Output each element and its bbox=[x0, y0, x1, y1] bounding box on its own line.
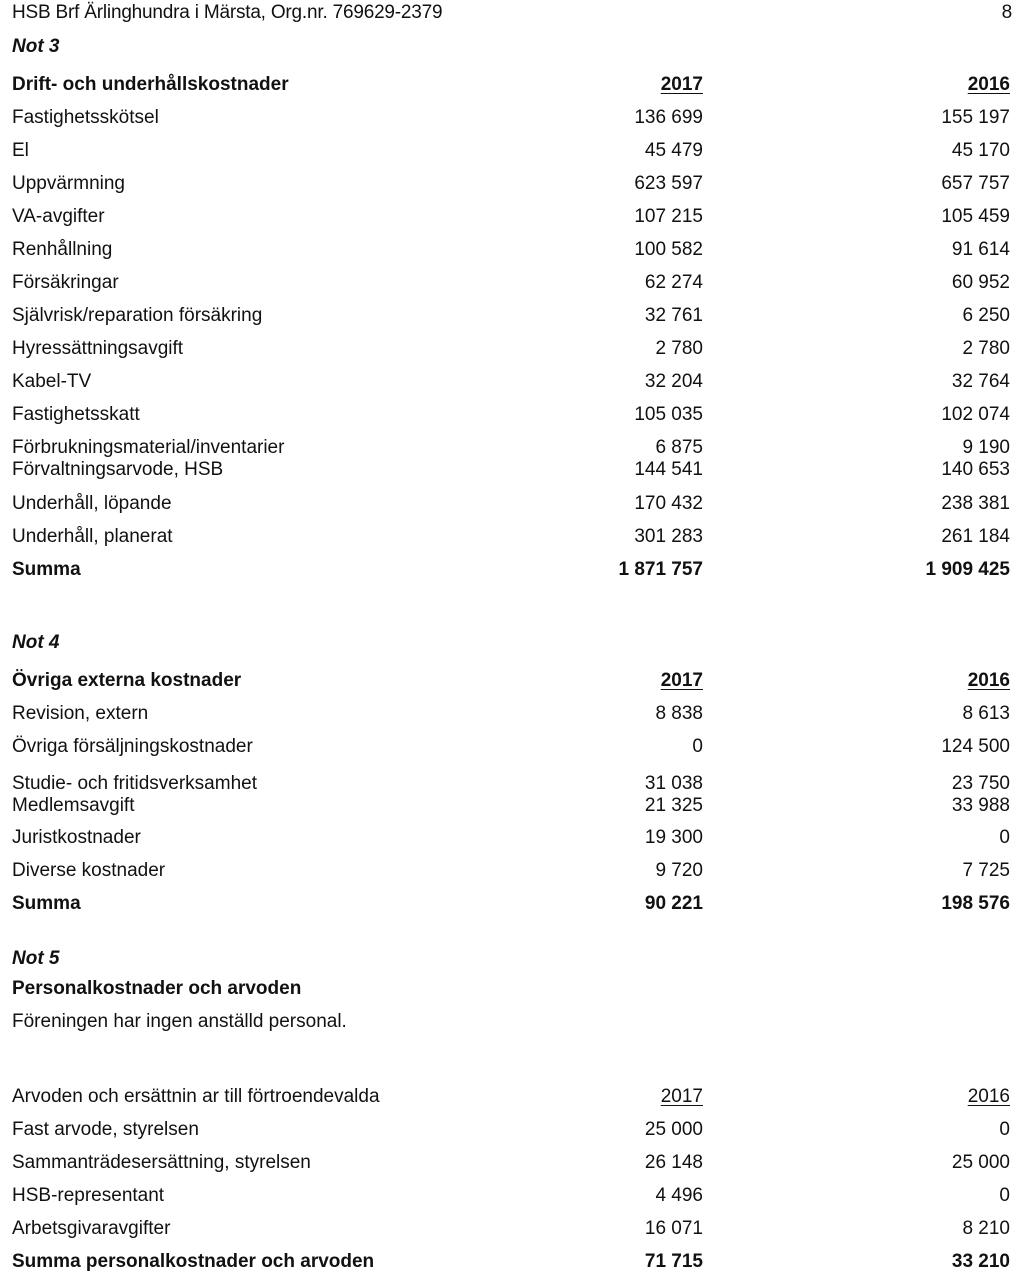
row-label: Renhållning bbox=[12, 239, 113, 260]
table-row bbox=[12, 101, 1010, 134]
note-4-title: Övriga externa kostnader bbox=[12, 670, 242, 691]
table-row bbox=[12, 854, 1010, 887]
value-2016: 261 184 bbox=[941, 526, 1010, 547]
row-label: Revision, extern bbox=[12, 703, 149, 724]
note-3-rows bbox=[12, 101, 1010, 553]
year-2017-header: 2017 bbox=[660, 74, 703, 95]
row-label: El bbox=[12, 140, 29, 161]
sum-2017: 1 871 757 bbox=[618, 559, 703, 580]
org-name: HSB Brf Ärlinghundra i Märsta, Org.nr. 769629-2379 bbox=[12, 2, 443, 23]
table-row bbox=[12, 332, 1010, 365]
note-3-section bbox=[12, 36, 1010, 586]
row-label: Studie- och fritidsverksamhet bbox=[12, 773, 257, 794]
value-2016: 102 074 bbox=[941, 404, 1010, 425]
page-header bbox=[12, 2, 1012, 24]
value-2016: 238 381 bbox=[941, 493, 1010, 514]
value-2017: 100 582 bbox=[634, 239, 703, 260]
table-row bbox=[12, 134, 1010, 167]
value-2016: 32 764 bbox=[951, 371, 1010, 392]
sum-2017: 71 715 bbox=[644, 1251, 703, 1272]
row-label: Fast arvode, styrelsen bbox=[12, 1119, 199, 1140]
value-2017: 9 720 bbox=[655, 860, 703, 881]
table-row bbox=[12, 200, 1010, 233]
table-row bbox=[12, 697, 1010, 730]
value-2016: 23 750 bbox=[951, 773, 1010, 794]
value-2016: 8 613 bbox=[962, 703, 1010, 724]
value-2017: 26 148 bbox=[644, 1152, 703, 1173]
value-2017: 623 597 bbox=[634, 173, 703, 194]
value-2016: 25 000 bbox=[951, 1152, 1010, 1173]
value-2017: 107 215 bbox=[634, 206, 703, 227]
value-2016: 6 250 bbox=[962, 305, 1010, 326]
sum-2016: 198 576 bbox=[941, 893, 1010, 914]
table-row bbox=[12, 167, 1010, 200]
value-2017: 136 699 bbox=[634, 107, 703, 128]
value-2016: 657 757 bbox=[941, 173, 1010, 194]
row-label: Diverse kostnader bbox=[12, 860, 166, 881]
value-2017: 21 325 bbox=[644, 795, 703, 816]
value-2016: 105 459 bbox=[941, 206, 1010, 227]
note-5-table-title: Arvoden och ersättnin ar till förtroendevalda bbox=[12, 1086, 380, 1107]
table-row bbox=[12, 459, 1010, 481]
year-2016-header: 2016 bbox=[967, 74, 1010, 95]
row-label: Övriga försäljningskostnader bbox=[12, 736, 253, 757]
row-label: Uppvärmning bbox=[12, 173, 125, 194]
spacer bbox=[12, 1038, 1010, 1080]
year-2016-header: 2016 bbox=[967, 1086, 1010, 1107]
value-2016: 155 197 bbox=[941, 107, 1010, 128]
value-2016: 8 210 bbox=[962, 1218, 1010, 1239]
row-label: Försäkringar bbox=[12, 272, 119, 293]
sum-label: Summa bbox=[12, 559, 81, 580]
row-label: Fastighetsskatt bbox=[12, 404, 140, 425]
year-2017-header: 2017 bbox=[660, 1086, 703, 1107]
note-3-title: Drift- och underhållskostnader bbox=[12, 74, 289, 95]
table-row bbox=[12, 233, 1010, 266]
value-2016: 91 614 bbox=[951, 239, 1010, 260]
table-row bbox=[12, 1146, 1010, 1179]
row-label: Medlemsavgift bbox=[12, 795, 135, 816]
value-2016: 0 bbox=[999, 1185, 1010, 1206]
row-label: Juristkostnader bbox=[12, 827, 141, 848]
table-row bbox=[12, 398, 1010, 431]
table-row bbox=[12, 773, 1010, 795]
note-5-label: Not 5 bbox=[12, 948, 60, 969]
note-4-section bbox=[12, 632, 1010, 920]
table-row bbox=[12, 437, 1010, 459]
value-2017: 105 035 bbox=[634, 404, 703, 425]
value-2016: 2 780 bbox=[962, 338, 1010, 359]
sum-2017: 90 221 bbox=[644, 893, 703, 914]
row-label: Självrisk/reparation försäkring bbox=[12, 305, 263, 326]
year-2016-header: 2016 bbox=[967, 670, 1010, 691]
row-label: Hyressättningsavgift bbox=[12, 338, 184, 359]
row-label: Förvaltningsarvode, HSB bbox=[12, 459, 224, 480]
sum-label: Summa personalkostnader och arvoden bbox=[12, 1251, 375, 1272]
row-label: Förbrukningsmaterial/inventarier bbox=[12, 437, 285, 458]
value-2017: 170 432 bbox=[634, 493, 703, 514]
table-row bbox=[12, 821, 1010, 854]
value-2017: 16 071 bbox=[644, 1218, 703, 1239]
note-5-section bbox=[12, 948, 1010, 1278]
row-label: VA-avgifter bbox=[12, 206, 105, 227]
value-2016: 0 bbox=[999, 1119, 1010, 1140]
table-row bbox=[12, 1212, 1010, 1245]
table-row bbox=[12, 795, 1010, 817]
value-2016: 124 500 bbox=[941, 736, 1010, 757]
value-2017: 19 300 bbox=[644, 827, 703, 848]
note-4-label: Not 4 bbox=[12, 632, 60, 653]
table-row bbox=[12, 487, 1010, 520]
note-4-header-row bbox=[12, 664, 1010, 697]
row-label: Underhåll, löpande bbox=[12, 493, 172, 514]
table-row bbox=[12, 365, 1010, 398]
note-3-sum-row bbox=[12, 553, 1010, 586]
table-row bbox=[12, 1113, 1010, 1146]
note-3-header-row bbox=[12, 68, 1010, 101]
value-2016: 45 170 bbox=[951, 140, 1010, 161]
row-label: Underhåll, planerat bbox=[12, 526, 173, 547]
value-2016: 140 653 bbox=[941, 459, 1010, 480]
row-label: Fastighetsskötsel bbox=[12, 107, 159, 128]
value-2017: 4 496 bbox=[655, 1185, 703, 1206]
row-label: Sammanträdesersättning, styrelsen bbox=[12, 1152, 311, 1173]
value-2017: 301 283 bbox=[634, 526, 703, 547]
note-5-sum-row bbox=[12, 1245, 1010, 1278]
table-row bbox=[12, 1179, 1010, 1212]
sum-2016: 1 909 425 bbox=[925, 559, 1010, 580]
value-2016: 33 988 bbox=[951, 795, 1010, 816]
value-2017: 32 204 bbox=[644, 371, 703, 392]
value-2017: 31 038 bbox=[644, 773, 703, 794]
table-row bbox=[12, 266, 1010, 299]
value-2017: 6 875 bbox=[655, 437, 703, 458]
table-row bbox=[12, 520, 1010, 553]
value-2017: 45 479 bbox=[644, 140, 703, 161]
value-2016: 0 bbox=[999, 827, 1010, 848]
note-5-title: Personalkostnader och arvoden bbox=[12, 978, 302, 999]
value-2016: 7 725 bbox=[962, 860, 1010, 881]
row-label: Arbetsgivaravgifter bbox=[12, 1218, 171, 1239]
note-5-text: Föreningen har ingen anställd personal. bbox=[12, 1011, 347, 1032]
value-2017: 144 541 bbox=[634, 459, 703, 480]
sum-label: Summa bbox=[12, 893, 81, 914]
value-2017: 25 000 bbox=[644, 1119, 703, 1140]
year-2017-header: 2017 bbox=[660, 670, 703, 691]
value-2017: 0 bbox=[692, 736, 703, 757]
value-2017: 8 838 bbox=[655, 703, 703, 724]
sum-2016: 33 210 bbox=[951, 1251, 1010, 1272]
table-row bbox=[12, 299, 1010, 332]
row-label: Kabel-TV bbox=[12, 371, 92, 392]
note-3-label: Not 3 bbox=[12, 36, 60, 57]
value-2017: 32 761 bbox=[644, 305, 703, 326]
page-number: 8 bbox=[1001, 2, 1012, 23]
table-row bbox=[12, 730, 1010, 763]
value-2017: 62 274 bbox=[644, 272, 703, 293]
row-label: HSB-representant bbox=[12, 1185, 165, 1206]
value-2016: 60 952 bbox=[951, 272, 1010, 293]
value-2017: 2 780 bbox=[655, 338, 703, 359]
note-5-header-row bbox=[12, 1080, 1010, 1113]
value-2016: 9 190 bbox=[962, 437, 1010, 458]
note-4-sum-row bbox=[12, 887, 1010, 920]
